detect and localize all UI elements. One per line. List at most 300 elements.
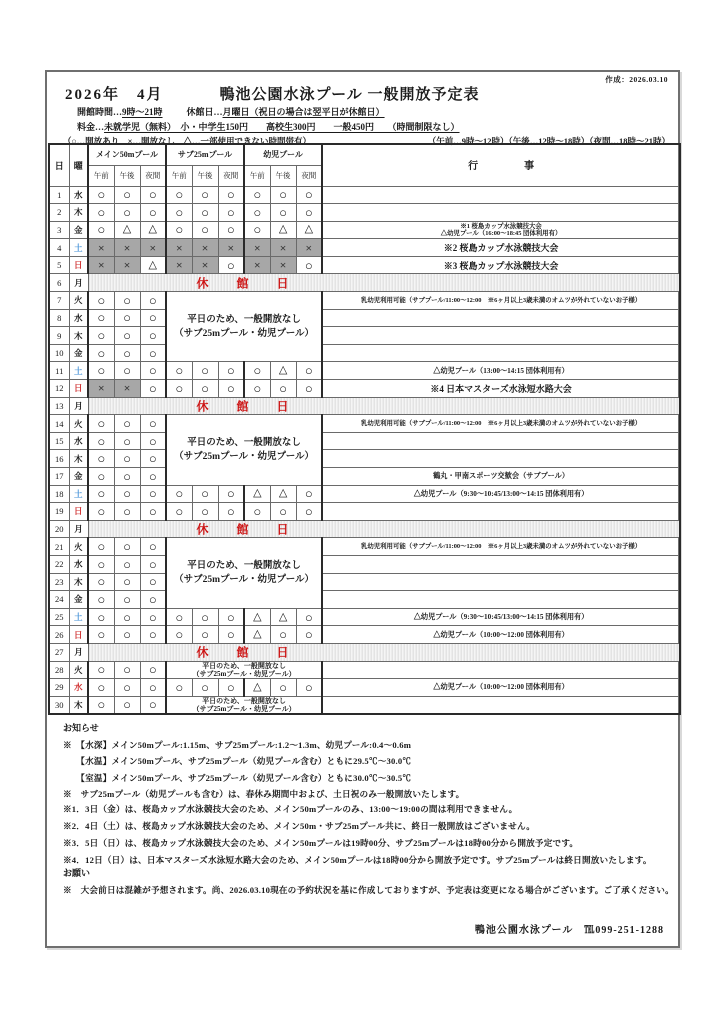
schedule-row-18 bbox=[49, 485, 680, 503]
sym-sub-night: ○ bbox=[218, 626, 244, 644]
sym-sub-night: ○ bbox=[218, 380, 244, 398]
sym-main-night: × bbox=[140, 239, 166, 257]
closed-day-cell bbox=[88, 643, 680, 661]
slot-sub-am: 午前 bbox=[166, 165, 192, 186]
events-cell bbox=[322, 573, 680, 591]
sym-main-night: ○ bbox=[140, 344, 166, 362]
events-cell bbox=[322, 327, 680, 345]
events-cell bbox=[322, 696, 680, 714]
slot-sub-pm: 午後 bbox=[192, 165, 218, 186]
sym-kids-am: ○ bbox=[244, 221, 270, 239]
schedule-row-27 bbox=[49, 643, 680, 661]
cell-day-number: 12 bbox=[49, 380, 69, 398]
weekday-no-open-cell bbox=[166, 415, 322, 485]
cell-weekday: 水 bbox=[69, 432, 88, 450]
weekday-no-open-line1: 平日のため、一般開放なし bbox=[202, 661, 286, 670]
sym-sub-night: ○ bbox=[218, 485, 244, 503]
col-header-kids-pool: 幼児プール bbox=[244, 144, 322, 165]
sym-sub-night: ○ bbox=[218, 362, 244, 380]
sym-main-night: ○ bbox=[140, 450, 166, 468]
sym-main-pm: × bbox=[114, 256, 140, 274]
sym-sub-pm: ○ bbox=[192, 503, 218, 521]
notice-line: ※ 【水深】メイン50mプール:1.15m、サブ25mプール:1.2～1.3m、幼児プール:0.4～0.6m bbox=[63, 739, 412, 750]
closed-day-label: 休館日 bbox=[196, 276, 317, 291]
page-title: 鴨池公園水泳プール 一般開放予定表 bbox=[219, 87, 480, 103]
sym-kids-am: △ bbox=[244, 485, 270, 503]
closed-day-cell bbox=[88, 520, 680, 538]
events-cell: △幼児プール（10:00～12:00 団体利用有） bbox=[322, 626, 680, 644]
sym-sub-night: ○ bbox=[218, 204, 244, 222]
sym-main-night: ○ bbox=[140, 362, 166, 380]
sym-sub-pm: ○ bbox=[192, 626, 218, 644]
request-section bbox=[63, 866, 674, 896]
sym-main-am: ○ bbox=[88, 415, 114, 433]
schedule-row-5 bbox=[49, 256, 680, 274]
cell-weekday: 水 bbox=[69, 186, 88, 204]
schedule-row-7 bbox=[49, 292, 680, 310]
weekday-no-open-line1: 平日のため、一般開放なし bbox=[187, 314, 301, 325]
sym-main-pm: ○ bbox=[114, 626, 140, 644]
hours-value: 9時～21時 bbox=[122, 107, 163, 117]
sym-kids-am: ○ bbox=[244, 362, 270, 380]
sym-main-am: ○ bbox=[88, 573, 114, 591]
cell-weekday: 月 bbox=[69, 520, 88, 538]
events-cell: △幼児プール（9:30～10:45/13:00～14:15 団体利用有） bbox=[322, 485, 680, 503]
sym-main-night: ○ bbox=[140, 309, 166, 327]
cell-weekday: 火 bbox=[69, 661, 88, 679]
sym-main-night: ○ bbox=[140, 327, 166, 345]
schedule-row-26 bbox=[49, 626, 680, 644]
sym-kids-pm: △ bbox=[270, 608, 296, 626]
cell-day-number: 26 bbox=[49, 626, 69, 644]
closed-day-cell bbox=[88, 397, 680, 415]
events-cell bbox=[322, 591, 680, 609]
cell-weekday: 月 bbox=[69, 643, 88, 661]
sym-kids-pm: △ bbox=[270, 362, 296, 380]
events-cell: ※3 桜島カップ水泳競技大会 bbox=[322, 256, 680, 274]
sym-kids-am: ○ bbox=[244, 503, 270, 521]
remarks-section bbox=[63, 798, 668, 866]
sym-kids-night: ○ bbox=[296, 380, 322, 398]
schedule-row-22 bbox=[49, 555, 680, 573]
sym-main-am: × bbox=[88, 239, 114, 257]
sym-main-pm: ○ bbox=[114, 555, 140, 573]
cell-weekday: 木 bbox=[69, 450, 88, 468]
events-cell bbox=[322, 344, 680, 362]
weekday-no-open-cell bbox=[166, 292, 322, 362]
cell-weekday: 日 bbox=[69, 380, 88, 398]
cell-weekday: 水 bbox=[69, 309, 88, 327]
sym-sub-am: ○ bbox=[166, 186, 192, 204]
cell-weekday: 木 bbox=[69, 327, 88, 345]
events-cell bbox=[322, 221, 680, 239]
col-header-main-pool: メイン50mプール bbox=[88, 144, 166, 165]
fee-label: 料金… bbox=[77, 122, 105, 132]
cell-day-number: 6 bbox=[49, 274, 69, 292]
cell-day-number: 17 bbox=[49, 468, 69, 486]
sym-sub-am: ○ bbox=[166, 608, 192, 626]
cell-day-number: 5 bbox=[49, 256, 69, 274]
slot-kids-pm: 午後 bbox=[270, 165, 296, 186]
sym-sub-am: ○ bbox=[166, 626, 192, 644]
symbol-legend: （○…開放あり ×…開放なし △…一部使用できない時間帯有） bbox=[63, 136, 311, 146]
cell-day-number: 1 bbox=[49, 186, 69, 204]
cell-weekday: 水 bbox=[69, 555, 88, 573]
cell-day-number: 4 bbox=[49, 239, 69, 257]
events-cell: 乳幼児利用可能（サブプール/11:00～12:00 ※6ヶ月以上3歳未満のオムツが外れていないお子様） bbox=[322, 538, 680, 556]
cell-weekday: 日 bbox=[69, 626, 88, 644]
sym-sub-pm: ○ bbox=[192, 485, 218, 503]
sym-main-am: ○ bbox=[88, 468, 114, 486]
cell-weekday: 金 bbox=[69, 468, 88, 486]
sym-main-night: △ bbox=[140, 221, 166, 239]
sym-sub-am: ○ bbox=[166, 204, 192, 222]
cell-day-number: 20 bbox=[49, 520, 69, 538]
slot-kids-night: 夜間 bbox=[296, 165, 322, 186]
cell-day-number: 30 bbox=[49, 696, 69, 714]
sym-sub-night: ○ bbox=[218, 608, 244, 626]
events-cell bbox=[322, 661, 680, 679]
sym-kids-pm: △ bbox=[270, 221, 296, 239]
closed-day-cell bbox=[88, 274, 680, 292]
sym-sub-am: ○ bbox=[166, 362, 192, 380]
weekday-no-open-line2: （サブ25mプール・幼児プール） bbox=[192, 704, 296, 713]
events-cell: ※4 日本マスターズ水泳短水路大会 bbox=[322, 380, 680, 398]
cell-weekday: 土 bbox=[69, 608, 88, 626]
closed-day-label: 休館日 bbox=[196, 645, 317, 660]
sym-main-night: ○ bbox=[140, 204, 166, 222]
cell-weekday: 土 bbox=[69, 485, 88, 503]
sym-kids-pm: ○ bbox=[270, 503, 296, 521]
cell-day-number: 21 bbox=[49, 538, 69, 556]
event-note-line: △幼児プール（16:00～18:45 団体利用有） bbox=[440, 229, 562, 237]
schedule-row-24 bbox=[49, 591, 680, 609]
cell-weekday: 日 bbox=[69, 503, 88, 521]
schedule-row-17 bbox=[49, 468, 680, 486]
sym-main-pm: ○ bbox=[114, 679, 140, 697]
col-header-day: 日 bbox=[49, 144, 69, 186]
events-cell bbox=[322, 186, 680, 204]
sym-main-pm: ○ bbox=[114, 309, 140, 327]
sym-kids-pm: ○ bbox=[270, 380, 296, 398]
sym-main-night: ○ bbox=[140, 380, 166, 398]
sym-kids-pm: × bbox=[270, 239, 296, 257]
cell-weekday: 火 bbox=[69, 292, 88, 310]
sym-main-night: ○ bbox=[140, 679, 166, 697]
cell-weekday: 金 bbox=[69, 591, 88, 609]
weekday-no-open-line1: 平日のため、一般開放なし bbox=[187, 561, 301, 572]
cell-weekday: 水 bbox=[69, 679, 88, 697]
event-note-line: ※1 桜島カップ水泳競技大会 bbox=[460, 222, 542, 230]
sym-kids-pm: △ bbox=[270, 485, 296, 503]
sym-sub-pm: ○ bbox=[192, 608, 218, 626]
sym-sub-am: × bbox=[166, 256, 192, 274]
weekday-no-open-line1: 平日のため、一般開放なし bbox=[202, 696, 286, 705]
sym-main-night: ○ bbox=[140, 626, 166, 644]
schedule-table bbox=[48, 143, 681, 715]
cell-weekday: 土 bbox=[69, 239, 88, 257]
sym-kids-pm: × bbox=[270, 256, 296, 274]
cell-day-number: 29 bbox=[49, 679, 69, 697]
sym-kids-night: ○ bbox=[296, 503, 322, 521]
sym-kids-night: ○ bbox=[296, 204, 322, 222]
sym-main-am: ○ bbox=[88, 485, 114, 503]
weekday-no-open-line2: （サブ25mプール・幼児プール） bbox=[174, 575, 315, 586]
sym-kids-am: × bbox=[244, 256, 270, 274]
sym-sub-night: ○ bbox=[218, 256, 244, 274]
sym-kids-night: ○ bbox=[296, 626, 322, 644]
cell-weekday: 土 bbox=[69, 362, 88, 380]
schedule-row-6 bbox=[49, 274, 680, 292]
notice-line: 【室温】メイン50mプール、サブ25mプール（幼児プール含む）ともに30.0℃～30.5℃ bbox=[63, 772, 412, 783]
events-cell: 乳幼児利用可能（サブプール/11:00～12:00 ※6ヶ月以上3歳未満のオムツが外れていないお子様） bbox=[322, 415, 680, 433]
weekday-no-open-line2: （サブ25mプール・幼児プール） bbox=[174, 451, 315, 462]
events-cell bbox=[322, 204, 680, 222]
sym-kids-night: ○ bbox=[296, 679, 322, 697]
sym-main-night: ○ bbox=[140, 468, 166, 486]
year-month: 2026年 4月 bbox=[65, 87, 164, 103]
cell-day-number: 10 bbox=[49, 344, 69, 362]
cell-day-number: 25 bbox=[49, 608, 69, 626]
sym-main-night: ○ bbox=[140, 292, 166, 310]
hours-label: 開館時間… bbox=[77, 107, 123, 117]
sym-main-am: ○ bbox=[88, 344, 114, 362]
events-cell: △幼児プール（9:30～10:45/13:00～14:15 団体利用有） bbox=[322, 608, 680, 626]
cell-day-number: 23 bbox=[49, 573, 69, 591]
slot-main-night: 夜間 bbox=[140, 165, 166, 186]
sym-sub-pm: ○ bbox=[192, 380, 218, 398]
sym-main-pm: ○ bbox=[114, 432, 140, 450]
closed-label: 休館日… bbox=[186, 107, 223, 117]
sym-kids-am: △ bbox=[244, 679, 270, 697]
sym-sub-am: × bbox=[166, 239, 192, 257]
sym-sub-pm: × bbox=[192, 256, 218, 274]
sym-main-am: ○ bbox=[88, 292, 114, 310]
schedule-row-28 bbox=[49, 661, 680, 679]
closed-value: 月曜日（祝日の場合は翌平日が休館日） bbox=[222, 107, 385, 117]
sym-main-am: ○ bbox=[88, 661, 114, 679]
sym-sub-pm: ○ bbox=[192, 362, 218, 380]
schedule-row-19 bbox=[49, 503, 680, 521]
sym-kids-night: ○ bbox=[296, 362, 322, 380]
sym-main-pm: ○ bbox=[114, 415, 140, 433]
sym-kids-night: ○ bbox=[296, 608, 322, 626]
hours-line bbox=[77, 105, 385, 118]
cell-weekday: 金 bbox=[69, 344, 88, 362]
sym-main-am: ○ bbox=[88, 432, 114, 450]
sym-kids-am: △ bbox=[244, 608, 270, 626]
weekday-no-open-cell bbox=[166, 661, 322, 679]
sym-sub-am: ○ bbox=[166, 485, 192, 503]
cell-weekday: 火 bbox=[69, 415, 88, 433]
document-frame bbox=[45, 70, 680, 948]
notice-line: ※ サブ25mプール（幼児プールも含む）は、春休み期間中および、土日祝のみ一般開放いたします。 bbox=[63, 789, 465, 799]
cell-weekday: 月 bbox=[69, 397, 88, 415]
cell-weekday: 木 bbox=[69, 573, 88, 591]
col-header-sub-pool: サブ25mプール bbox=[166, 144, 244, 165]
sym-main-night: ○ bbox=[140, 186, 166, 204]
schedule-row-8 bbox=[49, 309, 680, 327]
sym-main-am: ○ bbox=[88, 221, 114, 239]
events-cell bbox=[322, 555, 680, 573]
weekday-no-open-cell bbox=[166, 696, 322, 714]
sym-kids-night: ○ bbox=[296, 186, 322, 204]
request-title: お願い bbox=[63, 868, 91, 878]
cell-day-number: 9 bbox=[49, 327, 69, 345]
schedule-row-20 bbox=[49, 520, 680, 538]
events-cell: 乳幼児利用可能（サブプール/11:00～12:00 ※6ヶ月以上3歳未満のオムツが外れていないお子様） bbox=[322, 292, 680, 310]
sym-sub-pm: ○ bbox=[192, 679, 218, 697]
sym-main-night: ○ bbox=[140, 608, 166, 626]
col-header-weekday: 曜 bbox=[69, 144, 88, 186]
sym-main-pm: △ bbox=[114, 221, 140, 239]
sym-sub-am: ○ bbox=[166, 380, 192, 398]
schedule-row-3 bbox=[49, 221, 680, 239]
events-cell bbox=[322, 432, 680, 450]
sym-main-pm: ○ bbox=[114, 661, 140, 679]
remark-line: ※3．5日（日）は、桜島カップ水泳競技大会のため、メイン50mプールは19時00分、サブ25mプールは18時00分から開放予定です。 bbox=[63, 838, 579, 848]
events-cell bbox=[322, 309, 680, 327]
col-header-events: 行事 bbox=[322, 144, 680, 186]
cell-day-number: 14 bbox=[49, 415, 69, 433]
schedule-row-30 bbox=[49, 696, 680, 714]
fee-value: 未就学児（無料） 小・中学生150円 高校生300円 一般450円 （時間制限なし） bbox=[104, 122, 460, 132]
sym-kids-pm: ○ bbox=[270, 679, 296, 697]
sym-main-am: ○ bbox=[88, 538, 114, 556]
sym-main-am: ○ bbox=[88, 450, 114, 468]
sym-sub-pm: ○ bbox=[192, 186, 218, 204]
cell-day-number: 16 bbox=[49, 450, 69, 468]
schedule-row-13 bbox=[49, 397, 680, 415]
cell-day-number: 7 bbox=[49, 292, 69, 310]
sym-main-night: ○ bbox=[140, 538, 166, 556]
schedule-row-12 bbox=[49, 380, 680, 398]
schedule-row-10 bbox=[49, 344, 680, 362]
sym-kids-night: ○ bbox=[296, 485, 322, 503]
fee-line bbox=[77, 120, 460, 133]
sym-main-pm: ○ bbox=[114, 591, 140, 609]
sym-main-night: ○ bbox=[140, 503, 166, 521]
sym-sub-night: ○ bbox=[218, 679, 244, 697]
sym-main-am: ○ bbox=[88, 362, 114, 380]
sym-kids-pm: ○ bbox=[270, 186, 296, 204]
sym-main-am: ○ bbox=[88, 555, 114, 573]
weekday-no-open-line2: （サブ25mプール・幼児プール） bbox=[174, 328, 315, 339]
schedule-row-2 bbox=[49, 204, 680, 222]
cell-weekday: 木 bbox=[69, 696, 88, 714]
schedule-row-11 bbox=[49, 362, 680, 380]
slot-main-pm: 午後 bbox=[114, 165, 140, 186]
sym-main-pm: ○ bbox=[114, 327, 140, 345]
sym-kids-night: ○ bbox=[296, 256, 322, 274]
remark-line: ※2．4日（土）は、桜島カップ水泳競技大会のため、メイン50m・サブ25mプール共に、終日一般開放はございません。 bbox=[63, 821, 536, 831]
sym-main-pm: ○ bbox=[114, 362, 140, 380]
sym-main-night: ○ bbox=[140, 432, 166, 450]
sym-kids-pm: ○ bbox=[270, 204, 296, 222]
sym-kids-pm: ○ bbox=[270, 626, 296, 644]
schedule-row-9 bbox=[49, 327, 680, 345]
schedule-row-4 bbox=[49, 239, 680, 257]
schedule-row-15 bbox=[49, 432, 680, 450]
sym-main-pm: ○ bbox=[114, 608, 140, 626]
cell-weekday: 日 bbox=[69, 256, 88, 274]
schedule-row-1 bbox=[49, 186, 680, 204]
sym-main-am: ○ bbox=[88, 626, 114, 644]
sym-main-pm: × bbox=[114, 380, 140, 398]
sym-main-night: ○ bbox=[140, 696, 166, 714]
sym-sub-night: ○ bbox=[218, 186, 244, 204]
sym-main-pm: ○ bbox=[114, 186, 140, 204]
events-cell: 鶴丸・甲南スポーツ交歓会（サブプール） bbox=[322, 468, 680, 486]
sym-kids-am: × bbox=[244, 239, 270, 257]
cell-day-number: 19 bbox=[49, 503, 69, 521]
notices-section bbox=[63, 721, 668, 800]
sym-sub-am: ○ bbox=[166, 221, 192, 239]
schedule-row-29 bbox=[49, 679, 680, 697]
cell-weekday: 木 bbox=[69, 204, 88, 222]
sym-main-am: ○ bbox=[88, 679, 114, 697]
sym-main-am: ○ bbox=[88, 204, 114, 222]
sym-main-am: ○ bbox=[88, 309, 114, 327]
events-cell: ※2 桜島カップ水泳競技大会 bbox=[322, 239, 680, 257]
sym-main-am: × bbox=[88, 256, 114, 274]
events-cell bbox=[322, 450, 680, 468]
cell-day-number: 22 bbox=[49, 555, 69, 573]
table-header bbox=[49, 144, 680, 186]
sym-kids-am: ○ bbox=[244, 204, 270, 222]
sym-main-pm: ○ bbox=[114, 468, 140, 486]
sym-main-pm: ○ bbox=[114, 204, 140, 222]
sym-main-night: ○ bbox=[140, 485, 166, 503]
created-date: 作成：2026.03.10 bbox=[605, 75, 668, 84]
sym-main-pm: ○ bbox=[114, 573, 140, 591]
cell-day-number: 15 bbox=[49, 432, 69, 450]
schedule-row-23 bbox=[49, 573, 680, 591]
slot-sub-night: 夜間 bbox=[218, 165, 244, 186]
sym-kids-am: △ bbox=[244, 626, 270, 644]
sym-main-pm: ○ bbox=[114, 503, 140, 521]
cell-weekday: 金 bbox=[69, 221, 88, 239]
sym-main-night: ○ bbox=[140, 591, 166, 609]
cell-day-number: 27 bbox=[49, 643, 69, 661]
cell-day-number: 11 bbox=[49, 362, 69, 380]
sym-main-pm: ○ bbox=[114, 696, 140, 714]
cell-weekday: 月 bbox=[69, 274, 88, 292]
sym-main-pm: ○ bbox=[114, 450, 140, 468]
sym-main-night: △ bbox=[140, 256, 166, 274]
sym-main-night: ○ bbox=[140, 573, 166, 591]
slot-main-am: 午前 bbox=[88, 165, 114, 186]
sym-kids-am: ○ bbox=[244, 186, 270, 204]
sym-main-am: ○ bbox=[88, 608, 114, 626]
schedule-row-25 bbox=[49, 608, 680, 626]
sym-main-am: × bbox=[88, 380, 114, 398]
sym-main-am: ○ bbox=[88, 327, 114, 345]
weekday-no-open-line2: （サブ25mプール・幼児プール） bbox=[192, 669, 296, 678]
sym-main-night: ○ bbox=[140, 415, 166, 433]
remark-line: ※1．3日（金）は、桜島カップ水泳競技大会のため、メイン50mプールのみ、13:00～19:00の間は利用できません。 bbox=[63, 804, 518, 814]
sym-sub-am: ○ bbox=[166, 503, 192, 521]
sym-main-am: ○ bbox=[88, 696, 114, 714]
weekday-no-open-cell bbox=[166, 538, 322, 608]
closed-day-label: 休館日 bbox=[196, 399, 317, 414]
sym-main-pm: × bbox=[114, 239, 140, 257]
sym-sub-pm: × bbox=[192, 239, 218, 257]
sym-main-am: ○ bbox=[88, 591, 114, 609]
sym-sub-night: ○ bbox=[218, 221, 244, 239]
sym-main-pm: ○ bbox=[114, 538, 140, 556]
slot-kids-am: 午前 bbox=[244, 165, 270, 186]
